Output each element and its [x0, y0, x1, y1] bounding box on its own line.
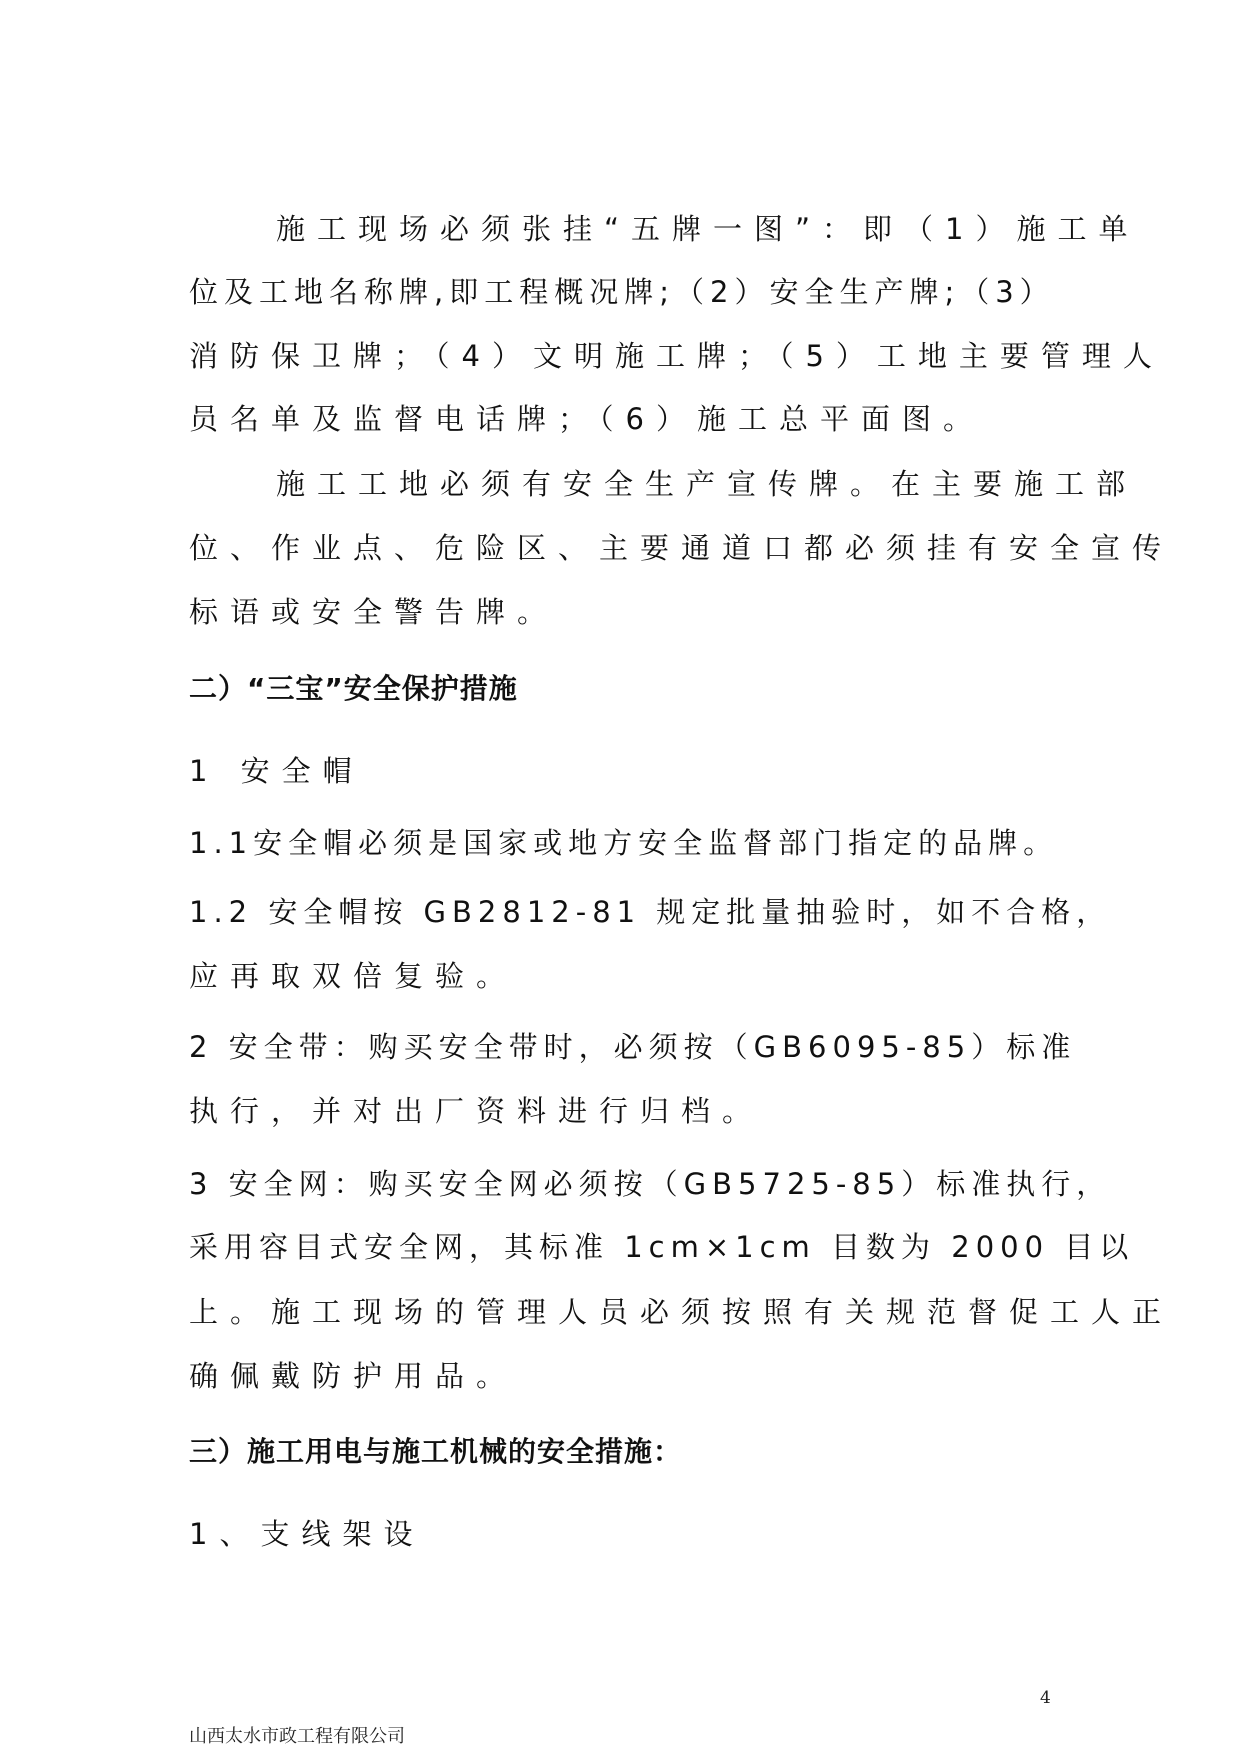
section-heading-three-treasures: 二）“三宝”安全保护措施 [189, 672, 518, 705]
item-1-2-line-2: 应再取双倍复验。 [189, 959, 518, 993]
paragraph-1-line-3: 消防保卫牌；（4）文明施工牌；（5）工地主要管理人 [189, 339, 1164, 373]
item-1-2-line-1: 1.2 安全帽按 GB2812-81 规定批量抽验时，如不合格， [189, 895, 1112, 929]
item-2-line-2: 执行，并对出厂资料进行归档。 [189, 1094, 764, 1128]
paragraph-2-line-1: 施工工地必须有安全生产宣传牌。在主要施工部 [276, 467, 1138, 501]
page-number: 4 [1040, 1688, 1051, 1708]
paragraph-1-line-4: 员名单及监督电话牌；（6）施工总平面图。 [189, 402, 984, 436]
item-3-line-3: 上。施工现场的管理人员必须按照有关规范督促工人正 [189, 1295, 1174, 1329]
item-3-line-4: 确佩戴防护用品。 [189, 1359, 518, 1393]
item-1-title: 1 安全帽 [189, 754, 364, 788]
item-3-line-2: 采用容目式安全网，其标准 1cm×1cm 目数为 2000 目以 [189, 1230, 1135, 1264]
section-heading-electrical-machinery: 三）施工用电与施工机械的安全措施： [189, 1435, 683, 1468]
paragraph-1-line-1: 施工现场必须张挂“五牌一图”：即（1）施工单 [276, 212, 1140, 246]
item-2-line-1: 2 安全带：购买安全带时，必须按（GB6095-85）标准 [189, 1030, 1077, 1064]
item-3-line-1: 3 安全网：购买安全网必须按（GB5725-85）标准执行， [189, 1167, 1112, 1201]
paragraph-2-line-3: 标语或安全警告牌。 [189, 595, 559, 629]
item-1-1: 1.1安全帽必须是国家或地方安全监督部门指定的品牌。 [189, 826, 1059, 860]
paragraph-2-line-2: 位、作业点、危险区、主要通道口都必须挂有安全宣传 [189, 531, 1174, 565]
subsection-branch-line: 1、支线架设 [189, 1517, 425, 1551]
footer-company-name: 山西太水市政工程有限公司 [189, 1726, 405, 1747]
paragraph-1-line-2: 位及工地名称牌,即工程概况牌;（2）安全生产牌;（3） [189, 275, 1055, 309]
